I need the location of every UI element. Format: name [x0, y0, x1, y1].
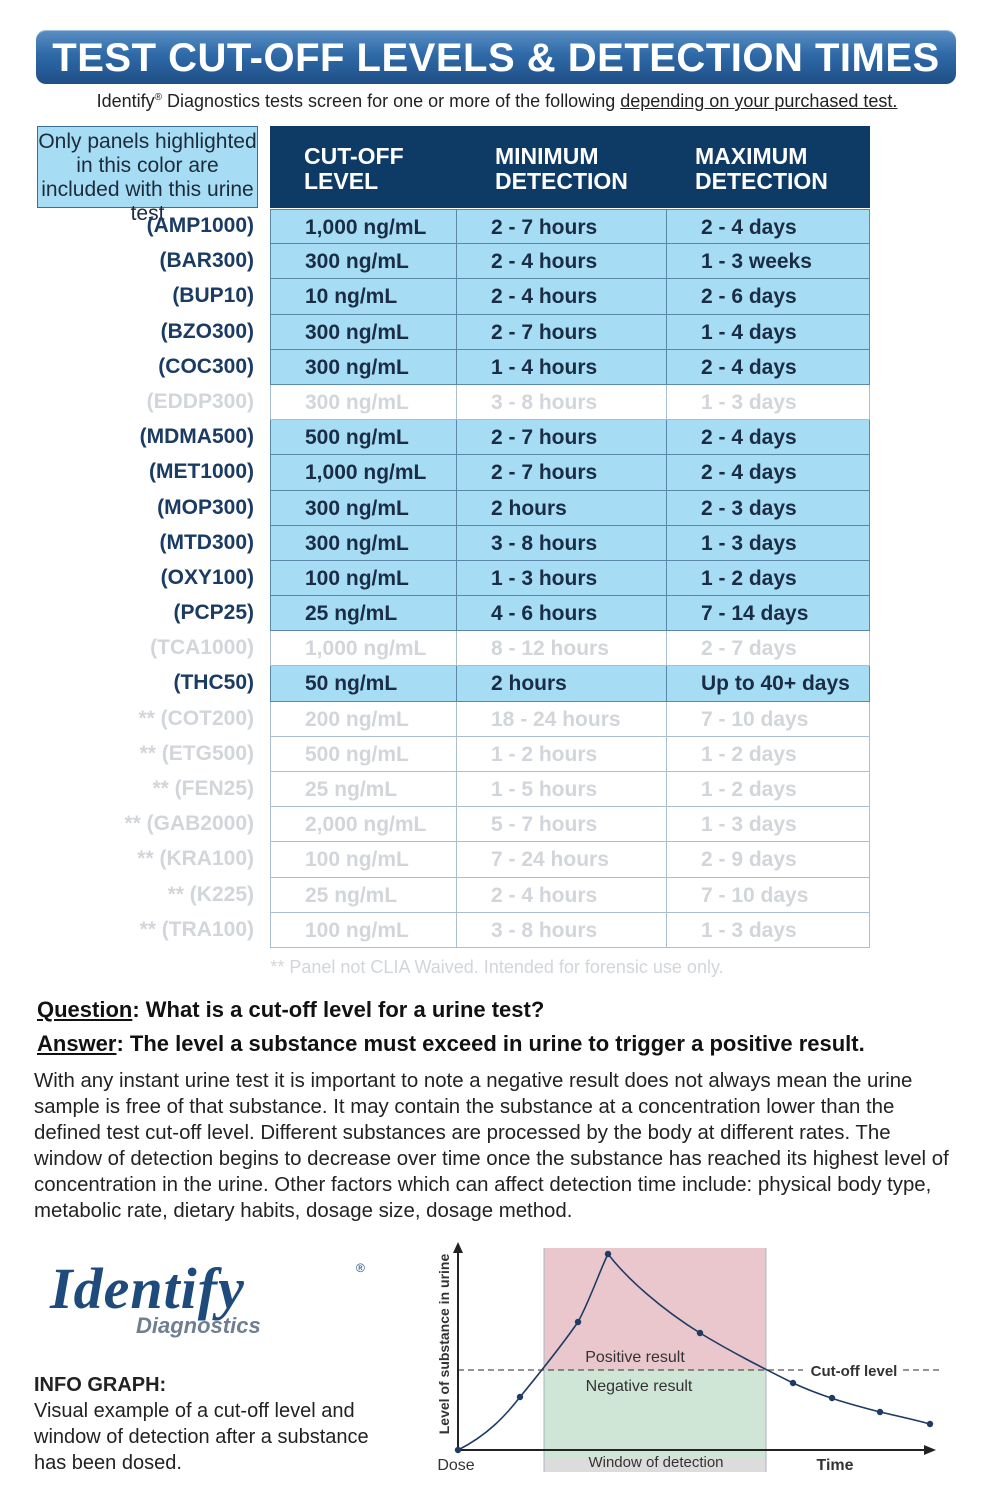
maximum-detection-cell: 1 - 3 days — [666, 913, 870, 948]
minimum-detection-cell: 3 - 8 hours — [456, 526, 667, 561]
cutoff-level-cell: 300 ng/mL — [270, 244, 457, 279]
table-row — [0, 455, 994, 490]
cutoff-level-cell: 50 ng/mL — [270, 666, 457, 701]
subtitle — [0, 91, 994, 112]
minimum-detection-cell: 2 - 7 hours — [456, 455, 667, 490]
maximum-detection-cell: 1 - 3 days — [666, 807, 870, 842]
maximum-detection-cell: 2 - 4 days — [666, 420, 870, 455]
table-row — [0, 807, 994, 842]
row-cells — [270, 807, 870, 842]
minimum-detection-cell: 2 - 7 hours — [456, 420, 667, 455]
table-header — [270, 126, 870, 208]
table-row — [0, 279, 994, 314]
minimum-detection-cell: 2 - 7 hours — [456, 209, 667, 244]
table-row — [0, 244, 994, 279]
cutoff-level-cell: 500 ng/mL — [270, 420, 457, 455]
panel-code: (MDMA500) — [139, 425, 254, 449]
table-row — [0, 315, 994, 350]
info-graph — [428, 1240, 948, 1480]
info-graph-text: Visual example of a cut-off level and window of detection after a substance has been dosed. — [34, 1400, 369, 1474]
minimum-detection-cell: 2 - 4 hours — [456, 244, 667, 279]
logo-registered-mark: ® — [356, 1261, 365, 1275]
maximum-detection-cell: 2 - 3 days — [666, 491, 870, 526]
maximum-detection-cell: 7 - 10 days — [666, 878, 870, 913]
row-cells — [270, 209, 870, 244]
cutoff-level-label: Cut-off level — [810, 1363, 898, 1380]
row-cells — [270, 526, 870, 561]
table-row — [0, 596, 994, 631]
panel-code: (OXY100) — [160, 565, 254, 589]
identify-logo — [50, 1255, 380, 1345]
row-cells — [270, 702, 870, 737]
curve-point — [829, 1395, 835, 1401]
window-of-detection-label: Window of detection — [588, 1454, 724, 1471]
curve-point — [605, 1251, 611, 1257]
maximum-detection-cell: 1 - 4 days — [666, 315, 870, 350]
panel-code: ** (FEN25) — [152, 777, 254, 800]
logo-main-text: Identify — [50, 1256, 245, 1321]
curve-point — [455, 1447, 461, 1453]
row-cells — [270, 561, 870, 596]
table-row — [0, 878, 994, 913]
minimum-detection-cell: 2 - 4 hours — [456, 279, 667, 314]
curve-point — [575, 1319, 581, 1325]
row-cells — [270, 772, 870, 807]
panel-code: ** (K225) — [167, 882, 254, 906]
curve-point — [517, 1394, 523, 1400]
answer-text: : The level a substance must exceed in urine to trigger a positive result. — [116, 1031, 865, 1056]
column-header-cutoff: CUT-OFF LEVEL — [304, 143, 404, 194]
page-title: TEST CUT-OFF LEVELS & DETECTION TIMES — [52, 36, 940, 80]
cutoff-level-cell: 100 ng/mL — [270, 561, 457, 596]
minimum-detection-cell: 5 - 7 hours — [456, 807, 667, 842]
question — [37, 997, 544, 1023]
panel-code: ** (ETG500) — [139, 741, 254, 765]
panel-code: (MTD300) — [159, 530, 254, 554]
table-row — [0, 913, 994, 948]
curve-point — [877, 1409, 883, 1415]
minimum-detection-cell: 2 hours — [456, 491, 667, 526]
panel-code: (PCP25) — [173, 601, 254, 625]
row-cells — [270, 878, 870, 913]
maximum-detection-cell: 1 - 3 days — [666, 385, 870, 420]
x-axis-arrow-icon — [924, 1445, 936, 1455]
minimum-detection-cell: 7 - 24 hours — [456, 842, 667, 877]
maximum-detection-cell: 1 - 3 days — [666, 526, 870, 561]
negative-result-label: Negative result — [585, 1378, 693, 1395]
subtitle-main: Diagnostics tests screen for one or more of the following — [162, 91, 621, 111]
panel-code: (BUP10) — [172, 284, 254, 308]
maximum-detection-cell: 1 - 2 days — [666, 561, 870, 596]
row-cells — [270, 385, 870, 420]
row-cells — [270, 913, 870, 948]
minimum-detection-cell: 18 - 24 hours — [456, 702, 667, 737]
panel-code: ** (GAB2000) — [124, 812, 254, 836]
row-cells — [270, 596, 870, 631]
minimum-detection-cell: 8 - 12 hours — [456, 631, 667, 666]
table-row — [0, 420, 994, 455]
table-row — [0, 526, 994, 561]
row-cells — [270, 455, 870, 490]
minimum-detection-cell: 3 - 8 hours — [456, 385, 667, 420]
table-row — [0, 631, 994, 666]
minimum-detection-cell: 1 - 2 hours — [456, 737, 667, 772]
maximum-detection-cell: Up to 40+ days — [666, 666, 870, 701]
panel-code: ** (COT200) — [138, 706, 254, 730]
info-graph-title: INFO GRAPH: — [34, 1374, 167, 1396]
table-row — [0, 666, 994, 701]
panel-code: (MOP300) — [157, 495, 254, 519]
panel-code: (THC50) — [173, 671, 254, 695]
detection-table — [0, 209, 994, 948]
panel-code: (MET1000) — [148, 460, 254, 484]
subtitle-brand: Identify — [96, 91, 155, 111]
maximum-detection-cell: 7 - 14 days — [666, 596, 870, 631]
maximum-detection-cell: 7 - 10 days — [666, 702, 870, 737]
row-cells — [270, 244, 870, 279]
table-row — [0, 772, 994, 807]
title-banner — [36, 30, 956, 84]
row-cells — [270, 666, 870, 701]
maximum-detection-cell: 2 - 9 days — [666, 842, 870, 877]
minimum-detection-cell: 1 - 3 hours — [456, 561, 667, 596]
panel-code: (AMP1000) — [146, 214, 254, 237]
cutoff-level-cell: 1,000 ng/mL — [270, 631, 457, 666]
answer — [37, 1031, 865, 1057]
cutoff-level-cell: 300 ng/mL — [270, 491, 457, 526]
cutoff-level-cell: 500 ng/mL — [270, 737, 457, 772]
curve-point — [927, 1421, 933, 1427]
cutoff-level-cell: 300 ng/mL — [270, 526, 457, 561]
registered-mark: ® — [154, 92, 162, 103]
minimum-detection-cell: 2 - 4 hours — [456, 878, 667, 913]
cutoff-level-cell: 100 ng/mL — [270, 842, 457, 877]
panel-code: (EDDP300) — [146, 389, 254, 413]
time-label: Time — [816, 1457, 854, 1474]
cutoff-level-cell: 25 ng/mL — [270, 596, 457, 631]
maximum-detection-cell: 1 - 2 days — [666, 772, 870, 807]
minimum-detection-cell: 2 - 7 hours — [456, 315, 667, 350]
cutoff-level-cell: 1,000 ng/mL — [270, 455, 457, 490]
table-row — [0, 491, 994, 526]
row-cells — [270, 631, 870, 666]
table-row — [0, 561, 994, 596]
positive-result-label: Positive result — [585, 1349, 685, 1366]
explanation-paragraph: With any instant urine test it is important to note a negative result does not always mean the urine sample is free of that substance. It may contain the substance at a concentration lower than the defined test cut-off level. Different substances are processed by the body at different rates. The window of detection begins to decrease over time once the substance has reached its highest level of concentration in the urine. Other factors which can affect detection time include: physical body type, metabolic rate, dietary habits, dosage size, dosage method. — [34, 1070, 949, 1222]
row-cells — [270, 279, 870, 314]
dose-label: Dose — [437, 1457, 475, 1474]
cutoff-level-cell: 300 ng/mL — [270, 385, 457, 420]
table-row — [0, 385, 994, 420]
panel-code: (TCA1000) — [150, 636, 254, 660]
curve-point — [697, 1330, 703, 1336]
row-cells — [270, 491, 870, 526]
minimum-detection-cell: 3 - 8 hours — [456, 913, 667, 948]
panel-code: ** (TRA100) — [139, 917, 254, 941]
table-row — [0, 702, 994, 737]
panel-code: (BAR300) — [159, 249, 254, 273]
table-row — [0, 842, 994, 877]
answer-label: Answer — [37, 1031, 117, 1056]
maximum-detection-cell: 2 - 4 days — [666, 209, 870, 244]
maximum-detection-cell: 2 - 7 days — [666, 631, 870, 666]
minimum-detection-cell: 4 - 6 hours — [456, 596, 667, 631]
table-footnote: ** Panel not CLIA Waived. Intended for forensic use only. — [270, 957, 724, 977]
minimum-detection-cell: 1 - 4 hours — [456, 350, 667, 385]
column-header-minimum: MINIMUM DETECTION — [495, 143, 628, 194]
cutoff-level-cell: 200 ng/mL — [270, 702, 457, 737]
cutoff-level-cell: 1,000 ng/mL — [270, 209, 457, 244]
panel-code: ** (KRA100) — [137, 847, 254, 871]
cutoff-level-cell: 300 ng/mL — [270, 315, 457, 350]
cutoff-level-cell: 100 ng/mL — [270, 913, 457, 948]
curve-point — [790, 1380, 796, 1386]
cutoff-level-cell: 25 ng/mL — [270, 878, 457, 913]
subtitle-underlined: depending on your purchased test. — [620, 91, 898, 111]
question-text: : What is a cut-off level for a urine test? — [132, 997, 545, 1022]
y-axis-arrow-icon — [453, 1242, 463, 1253]
maximum-detection-cell: 1 - 2 days — [666, 737, 870, 772]
row-cells — [270, 420, 870, 455]
minimum-detection-cell: 1 - 5 hours — [456, 772, 667, 807]
cutoff-level-cell: 25 ng/mL — [270, 772, 457, 807]
row-cells — [270, 842, 870, 877]
panel-code: (BZO300) — [160, 319, 254, 343]
table-row — [0, 737, 994, 772]
cutoff-level-cell: 10 ng/mL — [270, 279, 457, 314]
legend-box: Only panels highlighted in this color are included with this urine test — [37, 126, 258, 208]
cutoff-level-cell: 2,000 ng/mL — [270, 807, 457, 842]
row-cells — [270, 737, 870, 772]
y-axis-label: Level of substance in urine — [436, 1253, 452, 1435]
question-label: Question — [37, 997, 133, 1022]
panel-code: (COC300) — [158, 354, 254, 378]
logo-sub-text: Diagnostics — [136, 1313, 261, 1338]
maximum-detection-cell: 2 - 6 days — [666, 279, 870, 314]
row-cells — [270, 350, 870, 385]
cutoff-level-cell: 300 ng/mL — [270, 350, 457, 385]
table-row — [0, 209, 994, 244]
minimum-detection-cell: 2 hours — [456, 666, 667, 701]
column-header-maximum: MAXIMUM DETECTION — [695, 143, 828, 194]
row-cells — [270, 315, 870, 350]
table-row — [0, 350, 994, 385]
maximum-detection-cell: 2 - 4 days — [666, 350, 870, 385]
maximum-detection-cell: 2 - 4 days — [666, 455, 870, 490]
maximum-detection-cell: 1 - 3 weeks — [666, 244, 870, 279]
